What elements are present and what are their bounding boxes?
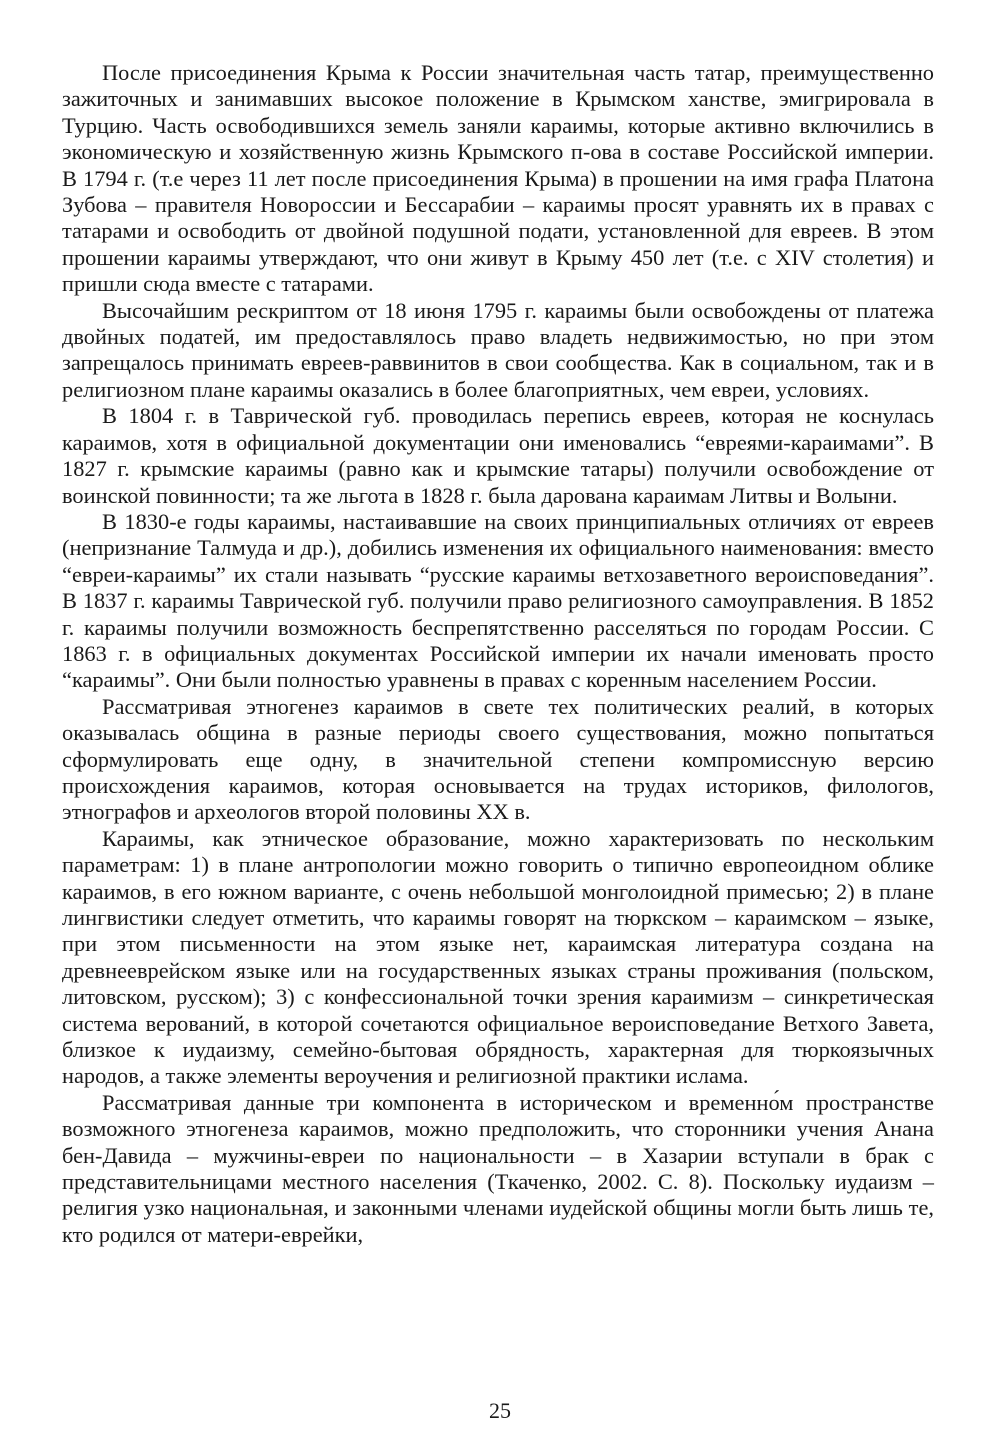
paragraph-7: Рассматривая данные три компонента в историческом и временно́м пространстве возможного этногенеза караимов, можно предположить, что сторонники учения Анана бен-Давида – мужчины-евреи по национальности – в Хазарии вступали в брак с представительницами местного населения (Ткаченко, 2002. С. 8). Поскольку иудаизм – религия узко национальная, и законными членами иудейской общины могли быть лишь те, кто родился от матери-еврейки,: [62, 1089, 934, 1247]
paragraph-5: Рассматривая этногенез караимов в свете тех политических реалий, в которых оказывалась община в разные периоды своего существования, можно попытаться сформулировать еще одну, в значительной степени компромиссную версию происхождения караимов, которая основывается на трудах историков, филологов, этнографов и археологов второй половины XX в.: [62, 693, 934, 825]
paragraph-3: В 1804 г. в Таврической губ. проводилась перепись евреев, которая не коснулась караимов, хотя в официальной документации они именовались “евреями-караимами”. В 1827 г. крымские караимы (равно как и крымские татары) получили освобождение от воинской повинности; та же льгота в 1828 г. была дарована караимам Литвы и Волыни.: [62, 403, 934, 508]
paragraph-6: Караимы, как этническое образование, можно характеризовать по нескольким параметрам: 1) в плане антропологии можно говорить о типично европеоидном облике караимов, в его южном варианте, с очень небольшой монголоидной примесью; 2) в плане лингвистики следует отметить, что караимы говорят на тюркском – караимском – языке, при этом письменности на этом языке нет, караимская литература создана на древнееврейском языке или на государственных языках страны проживания (польском, литовском, русском); 3) с конфессиональной точки зрения караимизм – синкретическая система верований, в которой сочетаются официальное вероисповедание Ветхого Завета, близкое к иудаизму, семейно-бытовая обрядность, характерная для тюркоязычных народов, а также элементы вероучения и религиозной практики ислама.: [62, 825, 934, 1089]
page-number: 25: [489, 1398, 511, 1423]
paragraph-1: После присоединения Крыма к России значительная часть татар, преимущественно зажиточных и занимавших высокое положение в Крымском ханстве, эмигрировала в Турцию. Часть освободившихся земель заняли караимы, которые активно включились в экономическую и хозяйственную жизнь Крымского п-ова в составе Российской империи. В 1794 г. (т.е через 11 лет после присоединения Крыма) в прошении на имя графа Платона Зубова – правителя Новороссии и Бессарабии – караимы просят уравнять их в правах с татарами и освободить от двойной подушной подати, установленной для евреев. В этом прошении караимы утверждают, что они живут в Крыму 450 лет (т.е. с XIV столетия) и пришли сюда вместе с татарами.: [62, 60, 934, 297]
page-body: [62, 60, 934, 1248]
paragraph-4: В 1830-е годы караимы, настаивавшие на своих принципиальных отличиях от евреев (непризнание Талмуда и др.), добились изменения их официального наименования: вместо “евреи-караимы” их стали называть “русские караимы ветхозаветного вероисповедания”. В 1837 г. караимы Таврической губ. получили право религиозного самоуправления. В 1852 г. караимы получили возможность беспрепятственно расселяться по городам России. С 1863 г. в официальных документах Российской империи их начали именовать просто “караимы”. Они были полностью уравнены в правах с коренным населением России.: [62, 508, 934, 693]
paragraph-2: Высочайшим рескриптом от 18 июня 1795 г. караимы были освобождены от платежа двойных податей, им предоставлялось право владеть недвижимостью, но при этом запрещалось принимать евреев-раввинитов в свои сообщества. Как в социальном, так и в религиозном плане караимы оказались в более благоприятных, чем евреи, условиях.: [62, 297, 934, 402]
